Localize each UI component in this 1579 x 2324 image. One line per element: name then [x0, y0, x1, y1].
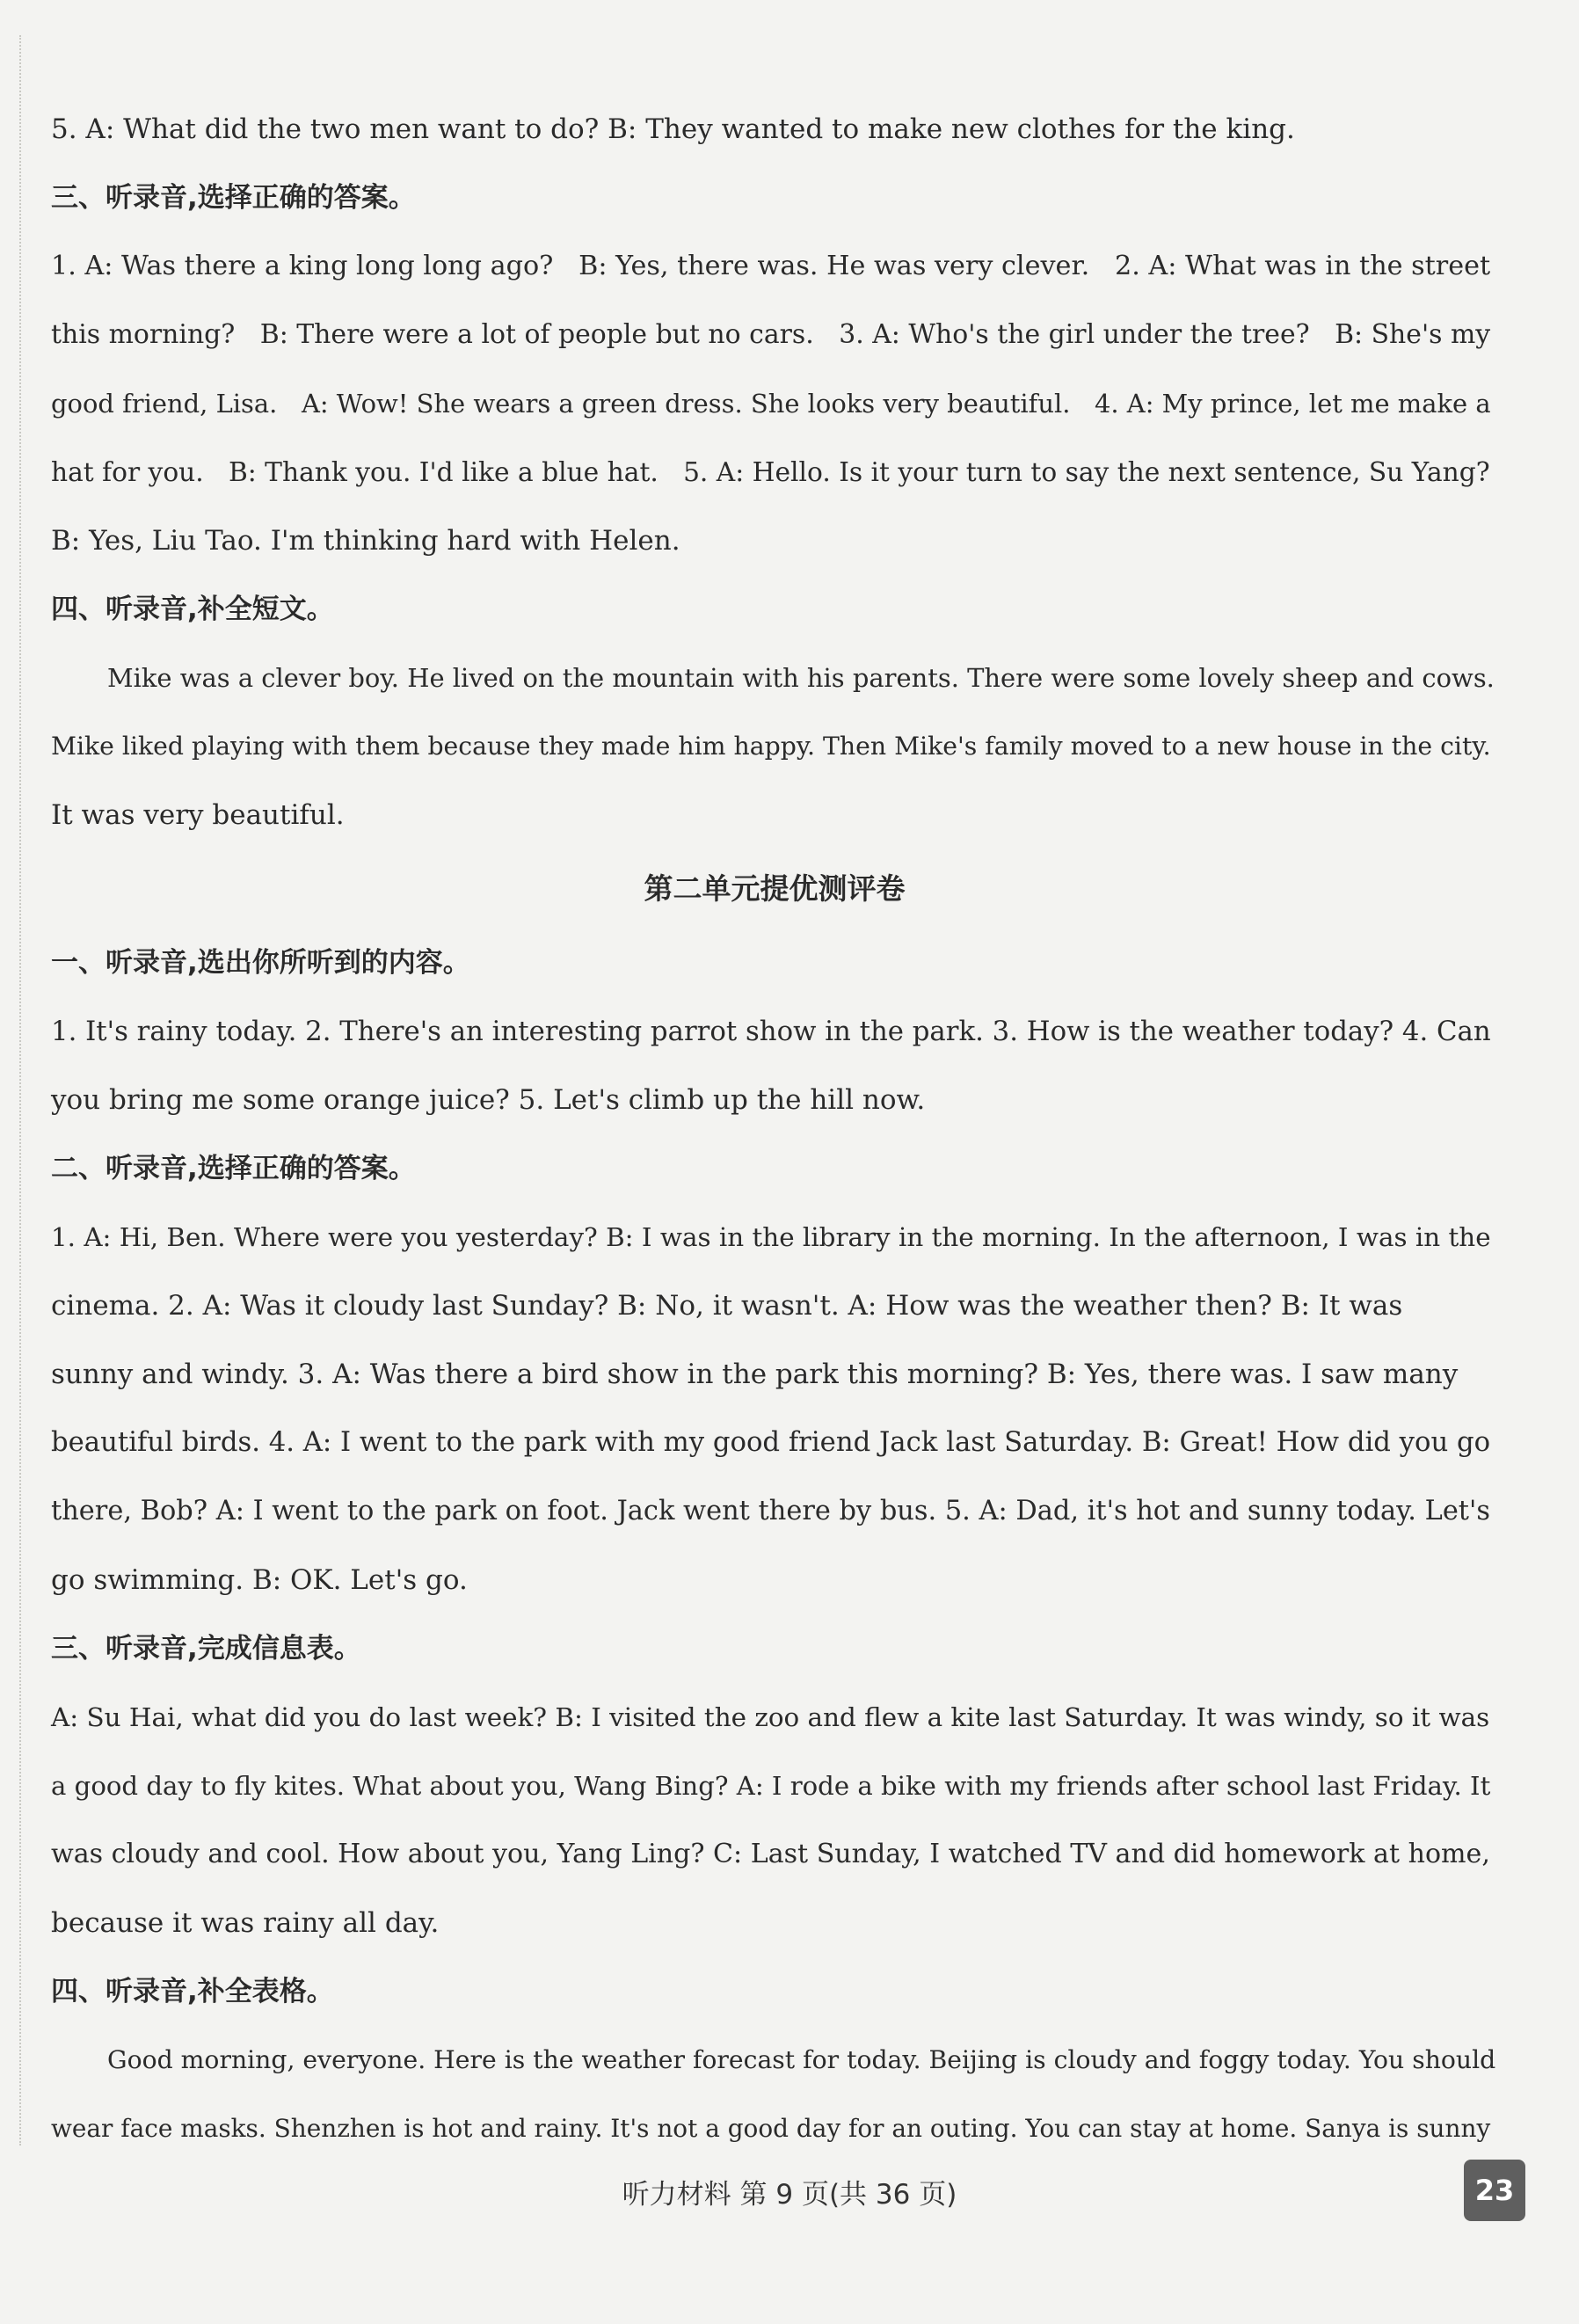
s1-part3-line: this morning? B: There were a lot of people but no cars. 3. A: Who's the girl under the tree? B: She's my [51, 319, 1491, 350]
s2-part4-heading: 四、听录音,补全表格。 [51, 1976, 334, 2007]
s1-part3-line: hat for you. B: Thank you. I'd like a blue hat. 5. A: Hello. Is it your turn to say the next sentence, Su Yang? [51, 456, 1490, 487]
s1-part3-heading: 三、听录音,选择正确的答案。 [51, 182, 416, 214]
s2-part3-line: A: Su Hai, what did you do last week? B: I visited the zoo and flew a kite last Saturday. It was windy, so it was [51, 1702, 1490, 1732]
s1-part4-line: Mike liked playing with them because they made him happy. Then Mike's family moved to a new house in the city. [51, 732, 1491, 761]
s2-part4-line: wear face masks. Shenzhen is hot and rainy. It's not a good day for an outing. You can stay at home. Sanya is sunny [51, 2114, 1491, 2143]
s1-q5-line: 5. A: What did the two men want to do? B: They wanted to make new clothes for the king. [51, 113, 1295, 145]
s2-part1-heading: 一、听录音,选出你所听到的内容。 [51, 947, 470, 979]
s1-part4-line: Mike was a clever boy. He lived on the mountain with his parents. There were some lovely sheep and cows. [107, 663, 1495, 693]
s2-part2-line: sunny and windy. 3. A: Was there a bird show in the park this morning? B: Yes, there was. I saw many [51, 1359, 1459, 1390]
page-content [51, 95, 1498, 2163]
s2-part3-line: because it was rainy all day. [51, 1907, 440, 1939]
s2-part4-line: Good morning, everyone. Here is the weather forecast for today. Beijing is cloudy and foggy today. You should [107, 2045, 1496, 2074]
s2-part2-line: 1. A: Hi, Ben. Where were you yesterday? B: I was in the library in the morning. In the afternoon, I was in the [51, 1222, 1491, 1252]
s2-part2-heading: 二、听录音,选择正确的答案。 [51, 1153, 416, 1184]
page-footer: 听力材料 第 9 页(共 36 页) [622, 2179, 957, 2211]
s1-part3-line: B: Yes, Liu Tao. I'm thinking hard with Helen. [51, 525, 680, 557]
s2-part2-line: cinema. 2. A: Was it cloudy last Sunday? B: No, it wasn't. A: How was the weather then? B: It was [51, 1290, 1403, 1322]
s2-part1-line: you bring me some orange juice? 5. Let's climb up the hill now. [51, 1084, 926, 1116]
s1-part3-line: 1. A: Was there a king long long ago? B: Yes, there was. He was very clever. 2. A: What was in the street [51, 251, 1491, 281]
section2-title: 第二单元提优测评卷 [644, 871, 906, 906]
s2-part2-line: there, Bob? A: I went to the park on foot. Jack went there by bus. 5. A: Dad, it's hot and sunny today. Let's [51, 1496, 1490, 1526]
s2-part3-heading: 三、听录音,完成信息表。 [51, 1633, 361, 1665]
s2-part3-line: was cloudy and cool. How about you, Yang Ling? C: Last Sunday, I watched TV and did homework at home, [51, 1839, 1490, 1869]
s1-part4-line: It was very beautiful. [51, 799, 345, 831]
s2-part3-line: a good day to fly kites. What about you, Wang Bing? A: I rode a bike with my friends after school last Friday. It [51, 1771, 1491, 1801]
s2-part2-line: go swimming. B: OK. Let's go. [51, 1564, 468, 1596]
page-number-badge: 23 [1464, 2160, 1525, 2221]
binding-margin-rule [19, 35, 21, 2146]
s2-part1-line: 1. It's rainy today. 2. There's an interesting parrot show in the park. 3. How is the weather today? 4. Can [51, 1016, 1491, 1047]
s1-part3-line: good friend, Lisa. A: Wow! She wears a green dress. She looks very beautiful. 4. A: My prince, let me make a [51, 389, 1491, 419]
s1-part4-heading: 四、听录音,补全短文。 [51, 594, 334, 625]
s2-part2-line: beautiful birds. 4. A: I went to the park with my good friend Jack last Saturday. B: Great! How did you go [51, 1427, 1491, 1458]
